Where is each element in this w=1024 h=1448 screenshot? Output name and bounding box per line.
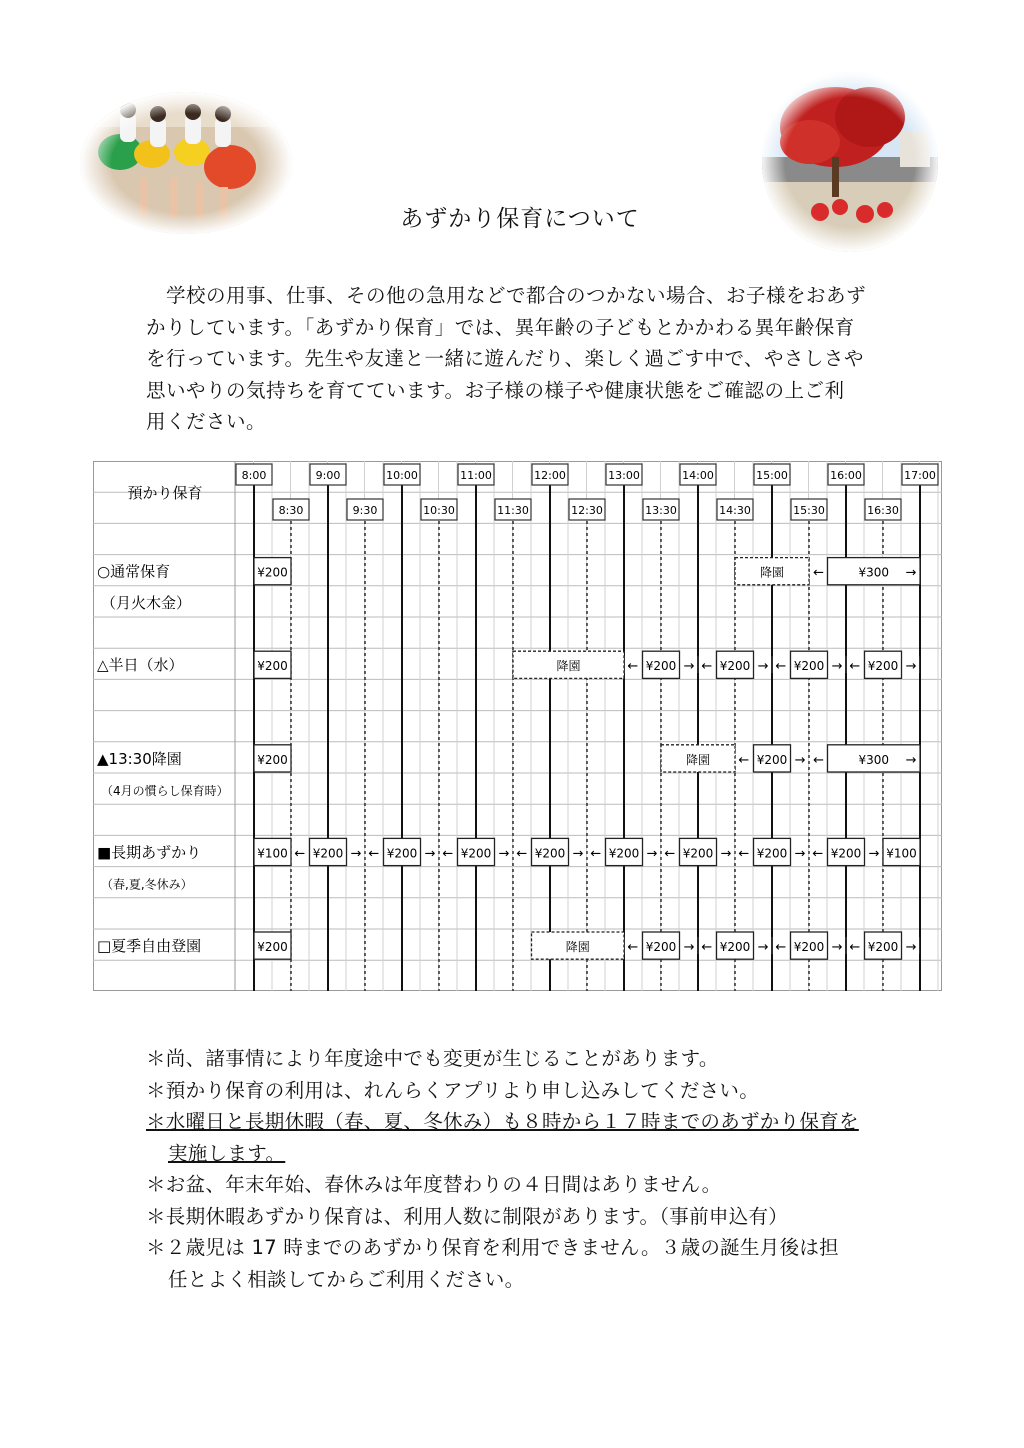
intro-line: 用ください。 bbox=[146, 410, 267, 433]
arrow-left: ← bbox=[701, 940, 713, 955]
schedule-grid bbox=[93, 461, 942, 991]
fee-label: ¥200 bbox=[257, 565, 288, 580]
arrow-left: ← bbox=[590, 846, 602, 862]
dismiss-label: 降園 bbox=[565, 940, 590, 954]
fee-label: ¥200 bbox=[867, 940, 899, 954]
fee-label: ¥200 bbox=[312, 846, 344, 861]
arrow-left: ← bbox=[738, 752, 750, 768]
arrow-right: → bbox=[424, 846, 436, 862]
arrow-left: ← bbox=[738, 846, 750, 862]
fee-label: ¥200 bbox=[460, 846, 492, 861]
fee-label: ¥100 bbox=[257, 846, 288, 861]
arrow-right: → bbox=[757, 940, 769, 955]
row-sublabel: （月火木金） bbox=[101, 593, 192, 612]
fee-label: ¥200 bbox=[719, 659, 751, 674]
row-sublabel: （春,夏,冬休み） bbox=[101, 877, 193, 892]
arrow-right: → bbox=[905, 565, 917, 581]
arrow-right: → bbox=[757, 659, 769, 675]
intro-line: を行っています。先生や友達と一緒に遊んだり、楽しく過ごす中で、やさしさや bbox=[146, 347, 865, 370]
hour-label: 12:00 bbox=[534, 469, 566, 482]
schedule-table bbox=[93, 461, 942, 991]
arrow-left: ← bbox=[849, 940, 861, 955]
row-label: □夏季自由登園 bbox=[97, 937, 202, 955]
fee-label: ¥200 bbox=[793, 940, 825, 954]
note-item: ＊水曜日と長期休暇（春、夏、冬休み）も８時から１７時までのあずかり保育を bbox=[146, 1110, 859, 1133]
children-photo bbox=[80, 92, 292, 235]
fee-label: ¥200 bbox=[719, 940, 751, 954]
half-hour-label: 13:30 bbox=[645, 504, 677, 517]
hour-label: 8:00 bbox=[241, 469, 267, 482]
fee-label: ¥200 bbox=[257, 659, 288, 674]
hour-label: 17:00 bbox=[904, 469, 936, 482]
arrow-left: ← bbox=[627, 940, 639, 955]
fee-label: ¥200 bbox=[257, 752, 288, 767]
intro-line: 学校の用事、仕事、その他の急用などで都合のつかない場合、お子様をおあず bbox=[166, 284, 867, 307]
intro-line: かりしています。「あずかり保育」では、異年齢の子どもとかかわる異年齢保育 bbox=[146, 315, 855, 339]
fee-label: ¥200 bbox=[682, 846, 714, 861]
arrow-left: ← bbox=[368, 846, 380, 862]
half-hour-label: 12:30 bbox=[571, 504, 603, 517]
arrow-right: → bbox=[498, 846, 510, 862]
arrow-right: → bbox=[905, 659, 917, 675]
half-hour-label: 15:30 bbox=[793, 504, 825, 517]
arrow-right: → bbox=[905, 752, 917, 768]
half-hour-label: 14:30 bbox=[719, 504, 751, 517]
arrow-left: ← bbox=[664, 846, 676, 862]
half-hour-label: 8:30 bbox=[278, 504, 304, 517]
fee-label: ¥200 bbox=[386, 846, 418, 861]
note-item: ＊長期休暇あずかり保育は、利用人数に制限があります。（事前申込有） bbox=[146, 1204, 789, 1228]
arrow-left: ← bbox=[442, 846, 454, 862]
tree-photo bbox=[760, 72, 940, 252]
arrow-right: → bbox=[831, 940, 843, 955]
arrow-right: → bbox=[905, 940, 917, 955]
arrow-left: ← bbox=[812, 846, 824, 862]
row-label: ○通常保育 bbox=[97, 562, 171, 581]
fee-label: ¥200 bbox=[793, 659, 825, 674]
fee-label: ¥200 bbox=[645, 659, 677, 674]
fee-label: ¥300 bbox=[858, 565, 890, 580]
arrow-right: → bbox=[794, 752, 806, 768]
arrow-left: ← bbox=[813, 565, 825, 581]
intro-line: 思いやりの気持ちを育てています。お子様の様子や健康状態をご確認の上ご利 bbox=[146, 378, 845, 402]
dismiss-label: 降園 bbox=[759, 565, 785, 580]
fee-label: ¥300 bbox=[858, 752, 890, 767]
arrow-right: → bbox=[646, 846, 658, 862]
note-item bbox=[146, 1138, 906, 1170]
hour-label: 15:00 bbox=[756, 469, 788, 482]
note-item: ＊２歳児は 17 時までのあずかり保育を利用できません。３歳の誕生月後は担 bbox=[146, 1236, 839, 1259]
note-item: 任とよく相談してからご利用ください。 bbox=[168, 1267, 525, 1291]
half-hour-label: 16:30 bbox=[867, 504, 899, 517]
arrow-left: ← bbox=[775, 659, 787, 675]
note-item-cont: 実施します。 bbox=[168, 1141, 286, 1165]
hour-label: 9:00 bbox=[315, 469, 341, 482]
hour-label: 14:00 bbox=[682, 469, 714, 482]
arrow-right: → bbox=[683, 659, 695, 675]
notes-list bbox=[146, 1043, 906, 1295]
arrow-left: ← bbox=[294, 846, 306, 862]
arrow-right: → bbox=[831, 659, 843, 675]
arrow-right: → bbox=[868, 846, 880, 862]
note-item: ＊お盆、年末年始、春休みは年度替わりの４日間はありません。 bbox=[146, 1173, 722, 1196]
arrow-left: ← bbox=[516, 846, 528, 862]
hour-label: 11:00 bbox=[460, 469, 492, 482]
arrow-left: ← bbox=[701, 659, 713, 675]
arrow-right: → bbox=[683, 940, 695, 955]
fee-label: ¥200 bbox=[645, 940, 677, 954]
fee-label: ¥200 bbox=[830, 846, 862, 861]
arrow-right: → bbox=[720, 846, 732, 862]
arrow-left: ← bbox=[849, 659, 861, 675]
row-label: △半日（水） bbox=[97, 656, 184, 675]
hour-label: 16:00 bbox=[830, 469, 862, 482]
table-header: 預かり保育 bbox=[127, 484, 203, 502]
arrow-right: → bbox=[794, 846, 806, 862]
row-label: ▲13:30降園 bbox=[97, 749, 182, 768]
page-title: あずかり保育について bbox=[400, 206, 640, 232]
fee-label: ¥200 bbox=[257, 940, 288, 954]
table-border bbox=[94, 462, 942, 991]
arrow-left: ← bbox=[813, 752, 825, 768]
arrow-left: ← bbox=[775, 940, 787, 955]
fee-label: ¥100 bbox=[886, 846, 917, 861]
hour-label: 10:00 bbox=[386, 469, 418, 482]
fee-label: ¥200 bbox=[534, 846, 566, 861]
half-hour-label: 9:30 bbox=[352, 504, 378, 517]
note-item: ＊尚、諸事情により年度途中でも変更が生じることがあります。 bbox=[146, 1047, 719, 1070]
dismiss-label: 降園 bbox=[685, 752, 711, 767]
fee-label: ¥200 bbox=[756, 846, 788, 861]
note-item: ＊預かり保育の利用は、れんらくアプリより申し込みしてください。 bbox=[146, 1078, 760, 1102]
arrow-left: ← bbox=[627, 659, 639, 675]
fee-label: ¥200 bbox=[867, 659, 899, 674]
row-sublabel: （4月の慣らし保育時） bbox=[101, 784, 229, 798]
hour-label: 13:00 bbox=[608, 469, 640, 482]
arrow-right: → bbox=[350, 846, 362, 862]
half-hour-label: 10:30 bbox=[423, 504, 455, 517]
intro-text bbox=[146, 280, 896, 438]
row-label: ■長期あずかり bbox=[97, 843, 202, 862]
fee-label: ¥200 bbox=[608, 846, 640, 861]
dismiss-label: 降園 bbox=[556, 659, 581, 674]
fee-label: ¥200 bbox=[756, 752, 788, 767]
arrow-right: → bbox=[572, 846, 584, 862]
half-hour-label: 11:30 bbox=[497, 504, 529, 517]
